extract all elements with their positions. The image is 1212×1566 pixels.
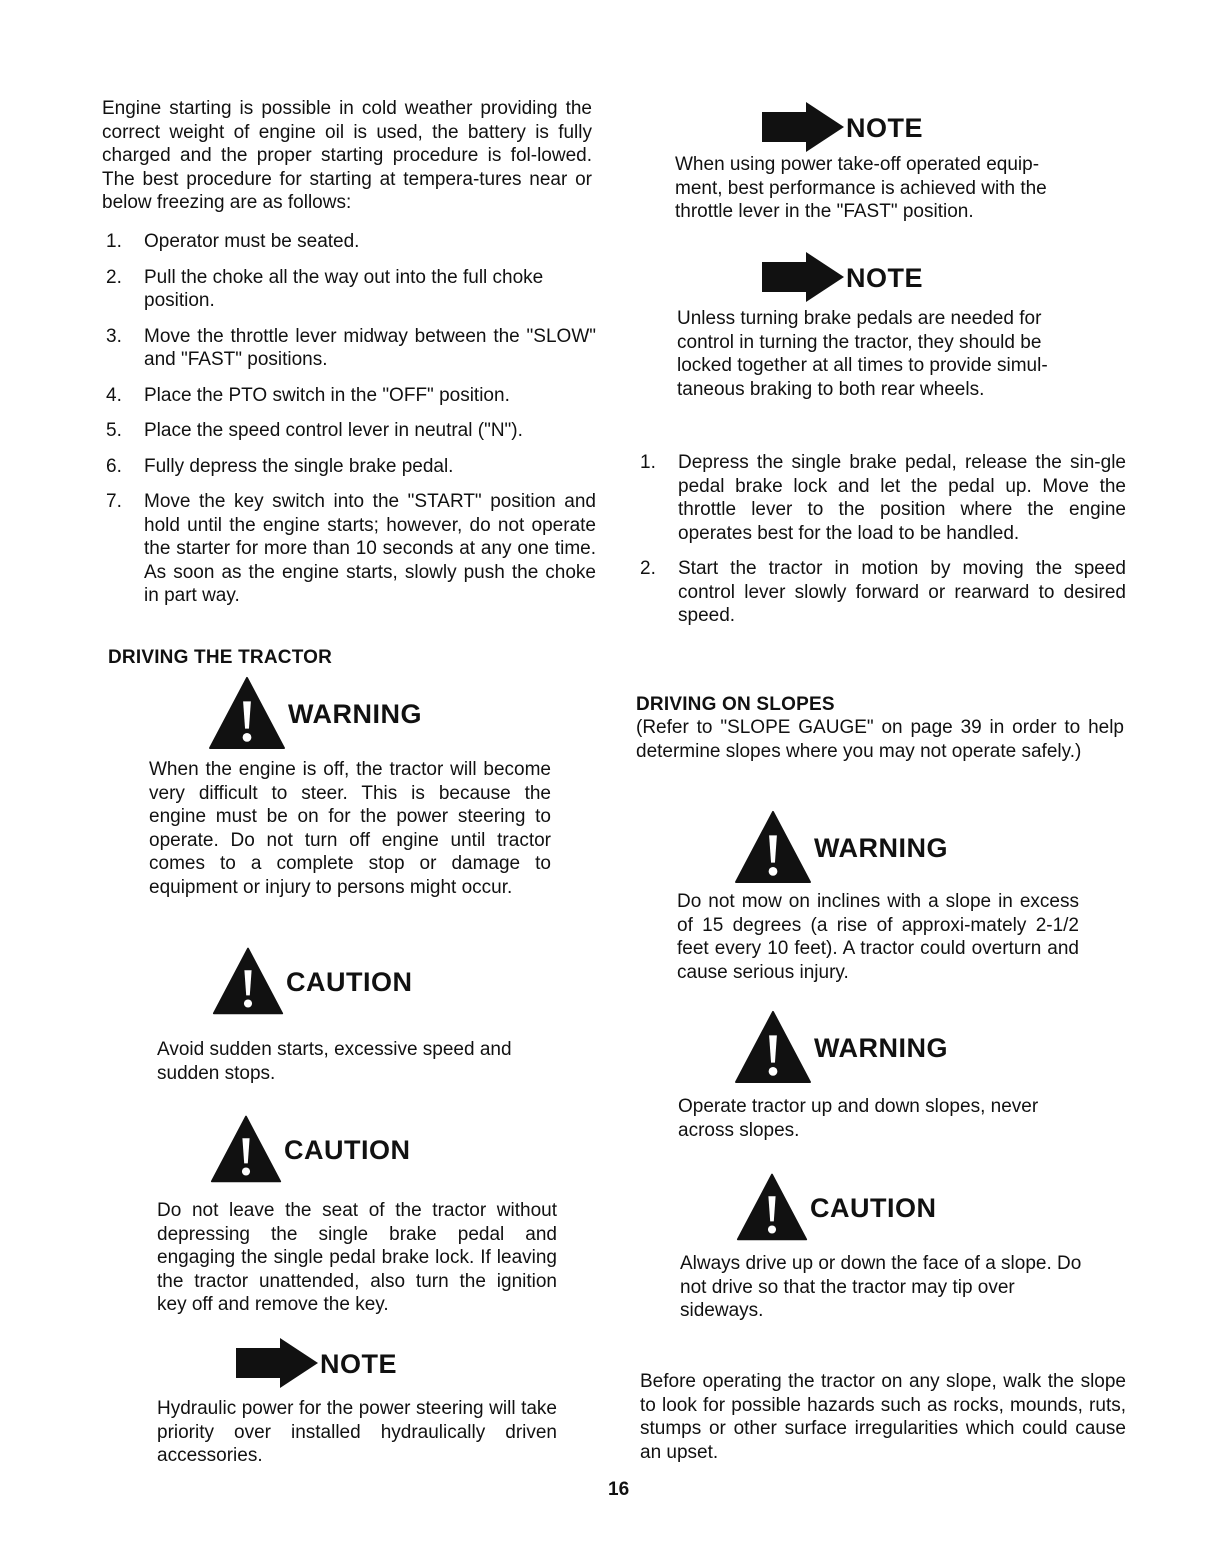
step-text: Place the PTO switch in the "OFF" position. <box>144 384 510 406</box>
note-text-brake-pedals: Unless turning brake pedals are needed for control in turning the tractor, they should be locked together at all times to provide simul-taneous braking to both rear wheels. <box>677 308 1048 400</box>
caution-notice-leaving-seat <box>210 1112 411 1186</box>
step-number: 6. <box>106 455 122 477</box>
warning-text-inclines: Do not mow on inclines with a slope in excess of 15 degrees (a rise of approxi-mately 2-1/2 feet every 10 feet). A tractor could overturn and cause serious injury. <box>677 891 1079 983</box>
list-item <box>102 266 596 313</box>
page-number: 16 <box>608 1479 630 1500</box>
cold-start-intro: Engine starting is possible in cold weather providing the correct weight of engine oil is used, the battery is fully charged and the proper starting procedure is fol-lowed. The best procedure for starting at tempera-tures near or below freezing are as follows: <box>102 98 592 213</box>
note-notice-pto <box>762 102 923 152</box>
caution-text-face-of-slope: Always drive up or down the face of a slope. Do not drive so that the tractor may tip over sideways. <box>680 1253 1082 1321</box>
warning-triangle-icon <box>734 810 812 884</box>
caution-triangle-icon <box>210 1112 282 1186</box>
step-text: Pull the choke all the way out into the full choke position. <box>144 266 544 311</box>
list-item <box>102 419 596 443</box>
caution-text-leaving-seat: Do not leave the seat of the tractor without depressing the single brake pedal and engaging the single pedal brake lock. If leaving the tractor unattended, also turn the ignition key off and remove the key. <box>157 1200 557 1315</box>
step-text: Place the speed control lever in neutral ("N"). <box>144 420 523 441</box>
note-label: NOTE <box>846 263 924 293</box>
note-notice-hydraulic <box>236 1338 397 1388</box>
note-notice-brake-pedals <box>762 252 923 302</box>
note-arrow-icon <box>762 102 846 152</box>
caution-notice-sudden-starts <box>212 944 413 1018</box>
warning-label: WARNING <box>814 1033 948 1063</box>
list-item <box>636 451 1126 545</box>
list-item <box>102 384 596 408</box>
caution-triangle-icon <box>736 1170 808 1244</box>
note-text-pto: When using power take-off operated equip-ment, best performance is achieved with the throttle lever in the "FAST" position. <box>675 154 1047 222</box>
step-number: 1. <box>106 231 122 252</box>
step-number: 7. <box>106 491 122 512</box>
driving-steps <box>636 451 1126 640</box>
step-number: 2. <box>640 558 656 579</box>
slopes-intro: (Refer to "SLOPE GAUGE" on page 39 in order to help determine slopes where you may not operate safely.) <box>636 717 1124 762</box>
caution-triangle-icon <box>212 944 284 1018</box>
warning-label: WARNING <box>814 833 948 863</box>
caution-label: CAUTION <box>810 1193 937 1223</box>
list-item <box>102 490 596 608</box>
note-label: NOTE <box>320 1349 398 1379</box>
list-item <box>636 557 1126 628</box>
note-arrow-icon <box>762 252 846 302</box>
warning-triangle-icon <box>208 676 286 750</box>
list-item <box>102 325 596 372</box>
list-item <box>102 230 596 254</box>
step-text: Depress the single brake pedal, release the sin-gle pedal brake lock and let the pedal up. Move the throttle lever to the position where the engine operates best for the load to be handled. <box>678 452 1126 544</box>
caution-label: CAUTION <box>284 1135 411 1165</box>
note-arrow-icon <box>236 1338 320 1388</box>
warning-notice-inclines <box>734 810 948 884</box>
step-number: 3. <box>106 325 122 347</box>
step-text: Operator must be seated. <box>144 231 360 252</box>
step-text: Start the tractor in motion by moving the speed control lever slowly forward or rearward to desired speed. <box>678 558 1126 626</box>
list-item <box>102 455 596 479</box>
slope-closing-paragraph: Before operating the tractor on any slope, walk the slope to look for possible hazards such as rocks, mounds, ruts, stumps or other surface irregularities which could cause an upset. <box>640 1371 1126 1463</box>
driving-on-slopes-heading: DRIVING ON SLOPES <box>636 694 835 715</box>
caution-text-sudden-starts: Avoid sudden starts, excessive speed and sudden stops. <box>157 1039 512 1084</box>
warning-text-across-slopes: Operate tractor up and down slopes, never across slopes. <box>678 1096 1039 1141</box>
warning-notice-across-slopes <box>734 1010 948 1084</box>
driving-the-tractor-heading: DRIVING THE TRACTOR <box>108 647 333 668</box>
step-text: Move the throttle lever midway between the "SLOW" and "FAST" positions. <box>144 325 596 370</box>
step-number: 2. <box>106 266 122 288</box>
note-text-hydraulic: Hydraulic power for the power steering will take priority over installed hydraulically driven accessories. <box>157 1398 557 1466</box>
warning-notice-engine-off <box>208 676 422 750</box>
warning-text-engine-off: When the engine is off, the tractor will become very difficult to steer. This is because the engine must be on for the power steering to operate. Do not turn off engine until tractor comes to a complete stop or damage to equipment or injury to persons might occur. <box>149 759 551 898</box>
step-text: Move the key switch into the "START" position and hold until the engine starts; however, do not operate the starter for more than 10 seconds at any one time. As soon as the engine starts, slowly push the choke in part way. <box>144 491 596 606</box>
step-number: 1. <box>640 452 656 473</box>
caution-label: CAUTION <box>286 967 413 997</box>
warning-triangle-icon <box>734 1010 812 1084</box>
step-number: 5. <box>106 420 122 441</box>
warning-label: WARNING <box>288 699 422 729</box>
step-number: 4. <box>106 384 122 406</box>
step-text: Fully depress the single brake pedal. <box>144 455 454 477</box>
note-label: NOTE <box>846 113 924 143</box>
cold-start-steps <box>102 230 596 620</box>
caution-notice-face-of-slope <box>736 1170 937 1244</box>
